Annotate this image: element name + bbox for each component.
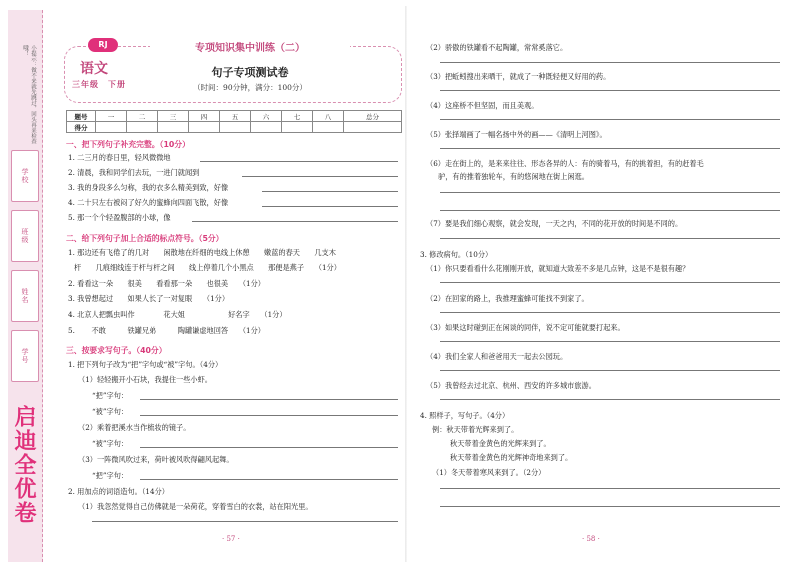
- answer-line[interactable]: [440, 488, 780, 489]
- score-cell: 六: [251, 111, 282, 122]
- r-item: （6）走在街上的，是来来往往、形态各异的人：有的骑着马，有的挑着担，有的赶着毛: [426, 159, 704, 168]
- r-item: （5）张择端画了一幅名扬中外的画——《清明上河图》。: [426, 130, 607, 139]
- score-cell: 四: [189, 111, 220, 122]
- s2-item: 5. 不敢 铁罐兄弟 陶罐谦虚地回答 （1分）: [68, 326, 265, 335]
- score-cell: 二: [127, 111, 158, 122]
- example-line: 秋天带着金黄色的光辉来到了。: [450, 439, 551, 448]
- s3-q2-item: （1）我忽然觉得自己仿佛就是一朵荷花，穿着雪白的衣裳，站在阳光里。: [78, 502, 313, 511]
- section-3-title: 三、按要求写句子。（40分）: [66, 346, 167, 355]
- page-number-right: · 58 ·: [582, 535, 600, 543]
- score-cell: 七: [282, 111, 313, 122]
- r-fix-item: （1）你只要看看什么花刚刚开放，就知道大致差不多是几点钟，这是不是很有趣？: [426, 264, 690, 273]
- r-item: （2）骄傲的铁罐看不起陶罐，常常奚落它。: [426, 43, 568, 52]
- answer-line[interactable]: [440, 148, 780, 149]
- section-1-title: 一、把下列句子补充完整。（10分）: [66, 140, 190, 149]
- s3-q1-item: （1）轻轻搬开小石块，我提住一些小虾。: [78, 375, 212, 384]
- brand-logo: 启迪全优卷: [11, 405, 36, 525]
- score-cell: 八: [313, 111, 344, 122]
- score-header-row: [67, 111, 402, 122]
- s3-q3: 3. 修改病句。（10分）: [420, 250, 493, 259]
- subject-label: 语文: [80, 61, 108, 77]
- answer-line[interactable]: [440, 282, 780, 283]
- r-item: （3）把蚯蚓搜出来晒干，就成了一种既轻便又好用的药。: [426, 72, 611, 81]
- answer-line[interactable]: [140, 447, 398, 448]
- answer-line[interactable]: [192, 221, 398, 222]
- student-id-field: 学号: [11, 330, 39, 382]
- score-input[interactable]: [251, 122, 282, 133]
- s3-q4-item: （1）冬天带着寒风来到了。（2分）: [432, 468, 546, 477]
- answer-line[interactable]: [440, 399, 780, 400]
- s2-item: 1. 那边还有飞倦了的几对 闲散地在纤细的电线上休憩 嫩蓝的春天 几支木: [68, 248, 336, 257]
- answer-line[interactable]: [140, 399, 398, 400]
- s2-item: 3. 我曾想起过 如果人长了一对复眼 （1分）: [68, 294, 230, 303]
- score-input[interactable]: [313, 122, 344, 133]
- score-input[interactable]: [127, 122, 158, 133]
- answer-line[interactable]: [440, 210, 780, 211]
- paper-title: 句子专项测试卷: [211, 66, 289, 79]
- answer-line[interactable]: [440, 506, 780, 507]
- r-fix-item: （3）如果这时碰到正在闲谈的同伴，说不定可能就要打起来。: [426, 323, 625, 332]
- answer-line[interactable]: [440, 341, 780, 342]
- s3-q1: 1. 把下列句子改为“把”字句或“被”字句。（4分）: [68, 360, 223, 369]
- example-line: 秋天带着金黄色的光辉神奇地来到了。: [450, 453, 573, 462]
- paper-info: （时间：90分钟，满分：100分）: [193, 83, 307, 92]
- score-cell: 一: [96, 111, 127, 122]
- r-item: （4）这座桥不但坚固，而且美观。: [426, 101, 539, 110]
- s1-item: 3. 我的身段多么匀称，我的衣多么精美到致，好像: [68, 183, 229, 192]
- score-cell: 题号: [67, 111, 96, 122]
- score-cell: 得分: [67, 122, 96, 133]
- score-table: [66, 110, 402, 133]
- answer-line[interactable]: [440, 62, 780, 63]
- series-title: 专项知识集中训练（二）: [150, 39, 350, 54]
- answer-line[interactable]: [140, 479, 398, 480]
- page-number-left: · 57 ·: [222, 535, 240, 543]
- s1-item: 5. 那一个个轻盈腹部的小球，像: [68, 213, 171, 222]
- s3-prompt: “把”字句：: [92, 391, 129, 400]
- answer-line[interactable]: [440, 192, 780, 193]
- answer-line[interactable]: [440, 370, 780, 371]
- answer-line[interactable]: [92, 521, 398, 522]
- grade-label: 三年级 下册: [72, 80, 126, 89]
- r-fix-item: （4）我们全家人和爸爸用天一起去公园玩。: [426, 352, 568, 361]
- s3-prompt: “被”字句：: [92, 439, 129, 448]
- s3-q4: 4. 照样子，写句子。（4分）: [420, 411, 510, 420]
- r-item: 驴，有的推着独轮车，有的悠闲地在街上闲逛。: [438, 172, 589, 181]
- s1-item: 1. 二三月的春日里，轻风微微地: [68, 153, 171, 162]
- r-item: （7）要是我们细心观察，就会发现，一天之内，不同的花开放的时间是不同的。: [426, 219, 683, 228]
- answer-line[interactable]: [242, 176, 398, 177]
- answer-line[interactable]: [440, 90, 780, 91]
- score-cell: 三: [158, 111, 189, 122]
- name-field: 姓名: [11, 270, 39, 322]
- s2-item: 杆 几痕细线连于杆与杆之间 线上停着几个小黑点 那便是燕子 （1分）: [74, 263, 341, 272]
- r-fix-item: （5）我曾经去过北京、杭州、西安的许多城市旅游。: [426, 381, 596, 390]
- score-input[interactable]: [189, 122, 220, 133]
- edition-badge: RJ: [88, 38, 118, 52]
- score-input[interactable]: [220, 122, 251, 133]
- r-fix-item: （2）在回家的路上，我推理蜜蜂可能找不到家了。: [426, 294, 589, 303]
- page-fold: [405, 6, 407, 562]
- answer-line[interactable]: [440, 119, 780, 120]
- score-input[interactable]: [96, 122, 127, 133]
- margin-strip: [8, 10, 43, 562]
- s3-q1-item: （2）乘着把溪水当作梳妆的镜子。: [78, 423, 191, 432]
- score-input[interactable]: [282, 122, 313, 133]
- score-cell: 总分: [344, 111, 402, 122]
- section-2-title: 二、给下列句子加上合适的标点符号。（5分）: [66, 234, 224, 243]
- s2-item: 4. 北京人把瓢虫叫作 花大姐 好名字 （1分）: [68, 310, 287, 319]
- class-field: 班级: [11, 210, 39, 262]
- score-value-row: [67, 122, 402, 133]
- s3-prompt: “把”字句：: [92, 471, 129, 480]
- s3-q2: 2. 用加点的词语造句。（14分）: [68, 487, 169, 496]
- answer-line[interactable]: [200, 161, 398, 162]
- strip-note: 小提示：做不来就先跳过，回头再来检查哦！: [22, 45, 36, 144]
- score-cell: 五: [220, 111, 251, 122]
- s3-prompt: “被”字句：: [92, 407, 129, 416]
- s1-item: 2. 清晨，我和同学们去玩，一进门就闻到: [68, 168, 200, 177]
- score-input[interactable]: [344, 122, 402, 133]
- school-field: 学校: [11, 150, 39, 202]
- score-input[interactable]: [158, 122, 189, 133]
- answer-line[interactable]: [262, 206, 398, 207]
- example-line: 例：秋天带着光辉来到了。: [432, 425, 519, 434]
- answer-line[interactable]: [140, 415, 398, 416]
- answer-line[interactable]: [440, 238, 780, 239]
- s2-item: 2. 看看这一朵 很美 看看那一朵 也很美 （1分）: [68, 279, 265, 288]
- s3-q1-item: （3）一阵微风吹过来，荷叶被风吹得翩风起舞。: [78, 455, 234, 464]
- answer-line[interactable]: [440, 312, 780, 313]
- answer-line[interactable]: [262, 191, 398, 192]
- s1-item: 4. 二十只左右被闷了好久的蜜蜂向四面飞散，好像: [68, 198, 229, 207]
